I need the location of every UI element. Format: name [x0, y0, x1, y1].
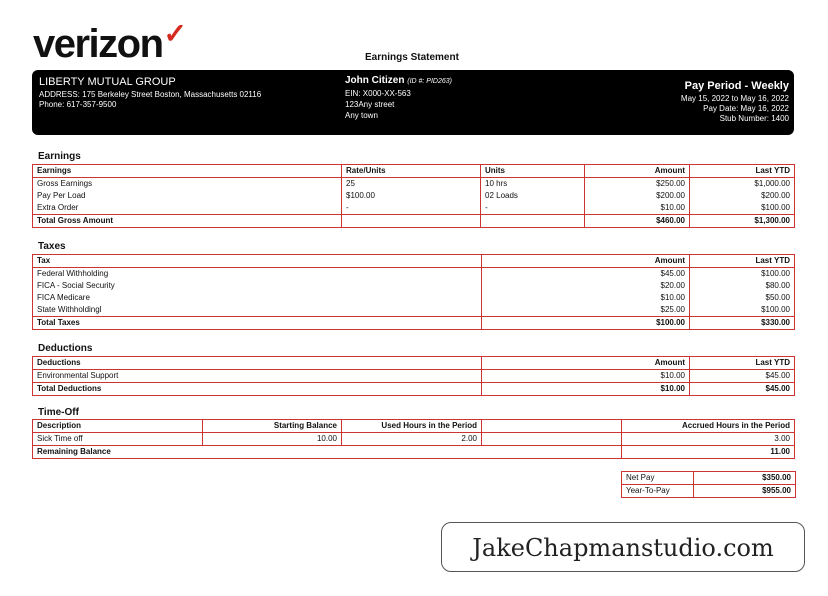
table-cell: 10.00: [203, 433, 342, 446]
net-pay-value: $350.00: [694, 472, 796, 485]
earnings-section-title: Earnings: [38, 151, 81, 162]
table-row: [33, 280, 795, 292]
employee-name-line: [345, 75, 452, 86]
column-header: Last YTD: [690, 357, 795, 370]
employee-town: Any town: [345, 111, 378, 120]
total-amount: $460.00: [585, 215, 690, 228]
table-cell: 02 Loads: [481, 190, 585, 202]
total-label: Total Taxes: [33, 317, 482, 330]
stub-number: Stub Number: 1400: [719, 114, 789, 123]
earnings-table: [32, 164, 795, 228]
table-cell: FICA - Social Security: [33, 280, 482, 292]
table-cell: $200.00: [585, 190, 690, 202]
verizon-logo: [33, 18, 186, 67]
table-cell: -: [342, 202, 481, 215]
column-header: Accrued Hours in the Period: [622, 420, 795, 433]
table-cell: 10 hrs: [481, 178, 585, 191]
table-cell: Gross Earnings: [33, 178, 342, 191]
table-cell: State Withholdingl: [33, 304, 482, 317]
column-header: Last YTD: [690, 255, 795, 268]
total-row: [33, 383, 795, 396]
year-to-pay-value: $955.00: [694, 485, 796, 498]
column-header: Last YTD: [690, 165, 795, 178]
table-cell: $20.00: [482, 280, 690, 292]
column-header: [482, 420, 622, 433]
table-cell: $25.00: [482, 304, 690, 317]
table-row: [33, 370, 795, 383]
column-header: Units: [481, 165, 585, 178]
employee-id: (ID #: PID263): [407, 78, 452, 85]
employee-ein: EIN: X000-XX-563: [345, 89, 411, 98]
employee-name: John Citizen: [345, 75, 405, 86]
table-row: [33, 190, 795, 202]
table-cell: Pay Per Load: [33, 190, 342, 202]
watermark: JakeChapmanstudio.com: [441, 522, 805, 572]
column-header: Description: [33, 420, 203, 433]
net-pay-row: [622, 472, 796, 485]
table-cell: -: [481, 202, 585, 215]
table-cell: $100.00: [690, 304, 795, 317]
table-cell: $45.00: [690, 370, 795, 383]
taxes-table: [32, 254, 795, 330]
remaining-balance-value: 11.00: [622, 446, 795, 459]
total-ytd: $45.00: [690, 383, 795, 396]
table-cell: 25: [342, 178, 481, 191]
table-header-row: [33, 420, 795, 433]
employee-street: 123Any street: [345, 100, 395, 109]
net-pay-summary: [621, 471, 796, 498]
employer-address: ADDRESS: 175 Berkeley Street Boston, Massachusetts 02116: [39, 90, 262, 99]
table-cell: Sick Time off: [33, 433, 203, 446]
table-cell: 3.00: [622, 433, 795, 446]
column-header: Amount: [482, 357, 690, 370]
deductions-section-title: Deductions: [38, 343, 93, 354]
table-row: [33, 178, 795, 191]
logo-text: verizon: [33, 22, 163, 66]
total-row: [33, 446, 795, 459]
table-row: [33, 304, 795, 317]
table-cell: $100.00: [690, 202, 795, 215]
table-row: [33, 268, 795, 281]
table-cell: Extra Order: [33, 202, 342, 215]
table-cell: [482, 433, 622, 446]
table-cell: 2.00: [342, 433, 482, 446]
table-row: [33, 202, 795, 215]
total-row: [33, 215, 795, 228]
total-ytd: $330.00: [690, 317, 795, 330]
table-cell: [481, 215, 585, 228]
employer-name: LIBERTY MUTUAL GROUP: [39, 76, 176, 88]
timeoff-table: [32, 419, 795, 459]
taxes-section-title: Taxes: [38, 241, 66, 252]
table-header-row: [33, 255, 795, 268]
table-cell: FICA Medicare: [33, 292, 482, 304]
document-title: Earnings Statement: [365, 52, 459, 63]
table-row: [33, 433, 795, 446]
employer-phone: Phone: 617-357-9500: [39, 100, 117, 109]
column-header: Starting Balance: [203, 420, 342, 433]
column-header: Rate/Units: [342, 165, 481, 178]
table-cell: $80.00: [690, 280, 795, 292]
table-header-row: [33, 357, 795, 370]
total-row: [33, 317, 795, 330]
table-cell: $250.00: [585, 178, 690, 191]
header-banner: [32, 70, 794, 135]
table-cell: $200.00: [690, 190, 795, 202]
table-row: [33, 292, 795, 304]
table-cell: $100.00: [690, 268, 795, 281]
column-header: Earnings: [33, 165, 342, 178]
table-cell: Federal Withholding: [33, 268, 482, 281]
table-cell: $50.00: [690, 292, 795, 304]
table-cell: [342, 215, 481, 228]
total-ytd: $1,300.00: [690, 215, 795, 228]
net-pay-label: Net Pay: [622, 472, 694, 485]
table-cell: $100.00: [342, 190, 481, 202]
pay-period-title: Pay Period - Weekly: [684, 80, 789, 92]
table-cell: $1,000.00: [690, 178, 795, 191]
table-cell: $10.00: [482, 292, 690, 304]
total-label: Total Deductions: [33, 383, 482, 396]
pay-date: Pay Date: May 16, 2022: [703, 104, 789, 113]
column-header: Amount: [482, 255, 690, 268]
column-header: Used Hours in the Period: [342, 420, 482, 433]
column-header: Amount: [585, 165, 690, 178]
column-header: Tax: [33, 255, 482, 268]
table-cell: $10.00: [482, 370, 690, 383]
timeoff-section-title: Time-Off: [38, 407, 79, 418]
pay-period-range: May 15, 2022 to May 16, 2022: [680, 94, 789, 103]
total-label: Total Gross Amount: [33, 215, 342, 228]
total-amount: $10.00: [482, 383, 690, 396]
table-header-row: [33, 165, 795, 178]
check-mark-icon: ✓: [163, 18, 186, 49]
year-to-pay-row: [622, 485, 796, 498]
deductions-table: [32, 356, 795, 396]
column-header: Deductions: [33, 357, 482, 370]
table-cell: $10.00: [585, 202, 690, 215]
total-amount: $100.00: [482, 317, 690, 330]
table-cell: Environmental Support: [33, 370, 482, 383]
year-to-pay-label: Year-To-Pay: [622, 485, 694, 498]
total-label: Remaining Balance: [33, 446, 622, 459]
table-cell: $45.00: [482, 268, 690, 281]
